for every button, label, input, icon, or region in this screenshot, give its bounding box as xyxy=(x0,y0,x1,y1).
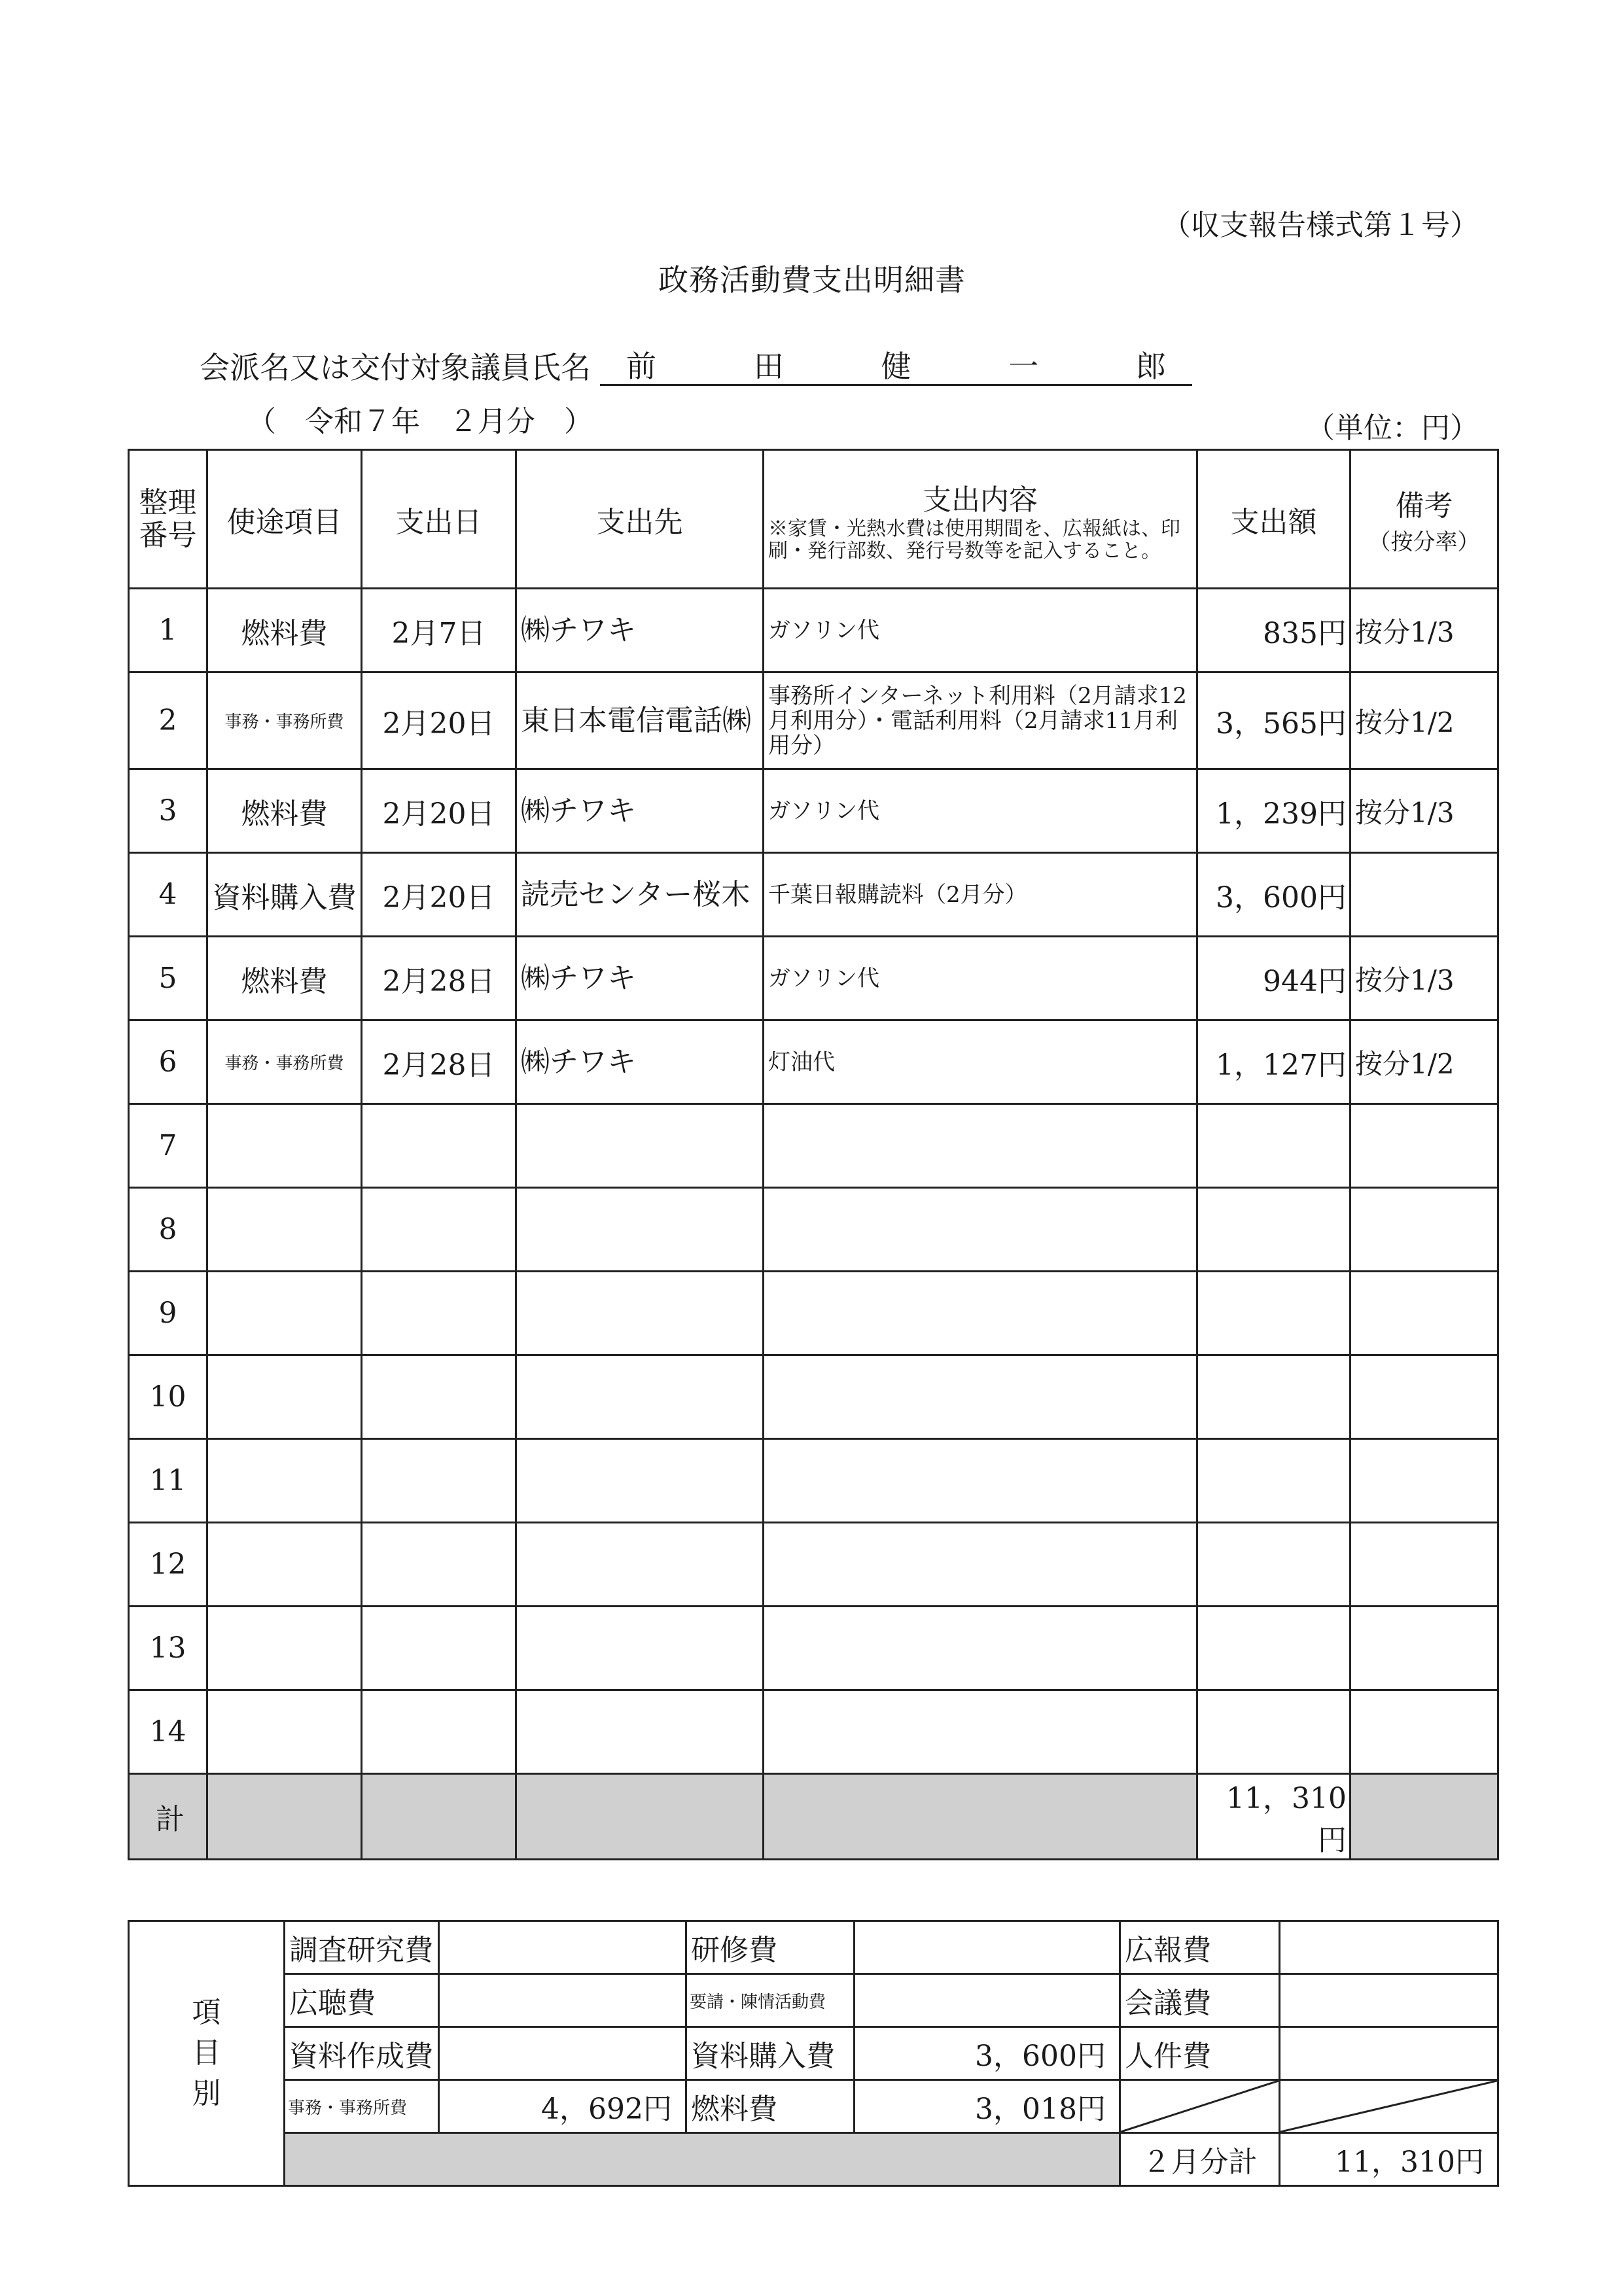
name-char: 一 xyxy=(1008,349,1039,384)
row-payee: ㈱チワキ xyxy=(516,589,764,672)
category-summary-table xyxy=(128,1920,1499,2187)
row-amount xyxy=(1197,1188,1350,1272)
row-use-category: 燃料費 xyxy=(207,769,362,853)
header-note xyxy=(1350,450,1498,589)
row-use-category xyxy=(207,1607,362,1690)
section-char: 目 xyxy=(192,2036,221,2070)
header-amount: 支出額 xyxy=(1197,450,1350,589)
row-detail xyxy=(764,1188,1197,1272)
row-amount xyxy=(1197,1690,1350,1774)
table-row xyxy=(129,1523,1498,1607)
row-amount: 835円 xyxy=(1197,589,1350,672)
row-date xyxy=(362,1272,516,1355)
row-amount: 3，565円 xyxy=(1197,672,1350,769)
row-amount xyxy=(1197,1272,1350,1355)
row-note: 按分1/3 xyxy=(1350,589,1498,672)
row-date xyxy=(362,1690,516,1774)
row-number: 13 xyxy=(129,1607,207,1690)
table-row xyxy=(129,1439,1498,1523)
row-date xyxy=(362,1104,516,1188)
summary-value xyxy=(1280,1921,1498,1974)
row-date xyxy=(362,1188,516,1272)
total-label: 計 xyxy=(129,1774,207,1860)
row-detail xyxy=(764,1272,1197,1355)
name-char: 健 xyxy=(881,349,911,384)
row-amount xyxy=(1197,1607,1350,1690)
row-detail: 事務所インターネット利用料（2月請求12月利用分）・電話利用料（2月請求11月利用分） xyxy=(764,672,1197,769)
row-date: 2月28日 xyxy=(362,937,516,1020)
row-date xyxy=(362,1607,516,1690)
summary-value xyxy=(1280,1974,1498,2027)
row-date xyxy=(362,1523,516,1607)
row-use-category: 資料購入費 xyxy=(207,853,362,937)
summary-crossed-cell xyxy=(1120,2080,1280,2133)
row-use-category xyxy=(207,1439,362,1523)
summary-category: 事務・事務所費 xyxy=(285,2080,439,2133)
table-row xyxy=(129,672,1498,769)
table-row xyxy=(129,589,1498,672)
table-row xyxy=(129,853,1498,937)
shaded-cell xyxy=(1350,1774,1498,1860)
row-payee xyxy=(516,1188,764,1272)
row-number: 1 xyxy=(129,589,207,672)
row-use-category xyxy=(207,1104,362,1188)
row-detail xyxy=(764,1690,1197,1774)
form-number: （収支報告様式第１号） xyxy=(1162,209,1479,242)
row-payee xyxy=(516,1355,764,1439)
row-use-category xyxy=(207,1523,362,1607)
summary-value xyxy=(439,2027,686,2080)
monthly-total-label: ２月分計 xyxy=(1120,2133,1280,2186)
row-amount xyxy=(1197,1104,1350,1188)
summary-category: 資料購入費 xyxy=(686,2027,855,2080)
table-row xyxy=(129,937,1498,1020)
row-number: 12 xyxy=(129,1523,207,1607)
row-note xyxy=(1350,1439,1498,1523)
summary-category: 燃料費 xyxy=(686,2080,855,2133)
summary-category: 研修費 xyxy=(686,1921,855,1974)
summary-category: 会議費 xyxy=(1120,1974,1280,2027)
member-name-field xyxy=(600,343,1192,386)
total-row xyxy=(129,1774,1498,1860)
row-payee xyxy=(516,1439,764,1523)
total-amount: 11，310円 xyxy=(1197,1774,1350,1860)
table-row xyxy=(129,1607,1498,1690)
row-use-category xyxy=(207,1355,362,1439)
header-date: 支出日 xyxy=(362,450,516,589)
row-number: 14 xyxy=(129,1690,207,1774)
shaded-cell xyxy=(362,1774,516,1860)
expense-detail-table xyxy=(128,449,1499,1860)
header-detail-title: 支出内容 xyxy=(923,483,1038,517)
row-payee: 読売センター桜木 xyxy=(516,853,764,937)
row-note xyxy=(1350,1104,1498,1188)
table-row xyxy=(129,1188,1498,1272)
header-no: 整理番号 xyxy=(129,450,207,589)
diagonal-line xyxy=(1280,2081,1497,2132)
row-payee xyxy=(516,1272,764,1355)
row-payee: ㈱チワキ xyxy=(516,1020,764,1104)
table-row xyxy=(129,1272,1498,1355)
table-row xyxy=(129,1355,1498,1439)
period-label: （ 令和７年 ２月分 ） xyxy=(247,405,593,438)
row-use-category xyxy=(207,1690,362,1774)
row-amount: 1，239円 xyxy=(1197,769,1350,853)
document-title: 政務活動費支出明細書 xyxy=(658,262,966,298)
row-use-category xyxy=(207,1188,362,1272)
name-char: 郎 xyxy=(1136,349,1166,384)
summary-section-label xyxy=(129,1921,285,2186)
row-detail: ガソリン代 xyxy=(764,589,1197,672)
row-payee xyxy=(516,1523,764,1607)
row-use-category: 燃料費 xyxy=(207,937,362,1020)
summary-crossed-cell xyxy=(1280,2080,1498,2133)
row-amount xyxy=(1197,1523,1350,1607)
section-char: 別 xyxy=(192,2077,221,2110)
diagonal-line xyxy=(1121,2081,1279,2132)
row-note xyxy=(1350,1188,1498,1272)
summary-value: 4，692円 xyxy=(439,2080,686,2133)
summary-category: 広報費 xyxy=(1120,1921,1280,1974)
row-note: 按分1/2 xyxy=(1350,672,1498,769)
summary-category: 広聴費 xyxy=(285,1974,439,2027)
row-amount: 944円 xyxy=(1197,937,1350,1020)
header-use: 使途項目 xyxy=(207,450,362,589)
summary-value xyxy=(439,1974,686,2027)
summary-value xyxy=(439,1921,686,1974)
header-note-title: 備考 xyxy=(1395,489,1453,523)
table-row xyxy=(129,1690,1498,1774)
table-row xyxy=(129,1020,1498,1104)
section-char: 項 xyxy=(192,1996,221,2029)
row-number: 3 xyxy=(129,769,207,853)
row-note xyxy=(1350,1523,1498,1607)
summary-value xyxy=(1280,2027,1498,2080)
row-number: 6 xyxy=(129,1020,207,1104)
row-number: 10 xyxy=(129,1355,207,1439)
table-row xyxy=(129,1104,1498,1188)
row-number: 11 xyxy=(129,1439,207,1523)
name-char: 田 xyxy=(753,349,784,384)
row-number: 8 xyxy=(129,1188,207,1272)
row-detail xyxy=(764,1355,1197,1439)
row-number: 7 xyxy=(129,1104,207,1188)
shaded-cell xyxy=(207,1774,362,1860)
row-use-category: 事務・事務所費 xyxy=(207,672,362,769)
header-note-sub: （按分率） xyxy=(1368,529,1480,555)
row-detail xyxy=(764,1607,1197,1690)
row-date: 2月20日 xyxy=(362,853,516,937)
row-date: 2月28日 xyxy=(362,1020,516,1104)
row-note xyxy=(1350,1355,1498,1439)
row-detail: 灯油代 xyxy=(764,1020,1197,1104)
summary-value xyxy=(855,1974,1120,2027)
shaded-cell xyxy=(516,1774,764,1860)
row-detail: ガソリン代 xyxy=(764,937,1197,1020)
row-detail xyxy=(764,1523,1197,1607)
row-number: 5 xyxy=(129,937,207,1020)
summary-category: 人件費 xyxy=(1120,2027,1280,2080)
header-detail xyxy=(764,450,1197,589)
row-detail: 千葉日報購読料（2月分） xyxy=(764,853,1197,937)
row-date xyxy=(362,1439,516,1523)
name-char: 前 xyxy=(626,349,656,384)
row-payee xyxy=(516,1607,764,1690)
row-note xyxy=(1350,853,1498,937)
row-number: 9 xyxy=(129,1272,207,1355)
summary-shaded-cell xyxy=(285,2133,1120,2186)
row-amount: 1，127円 xyxy=(1197,1020,1350,1104)
row-note: 按分1/2 xyxy=(1350,1020,1498,1104)
table-row xyxy=(129,769,1498,853)
summary-value: 3，600円 xyxy=(855,2027,1120,2080)
row-note: 按分1/3 xyxy=(1350,937,1498,1020)
row-payee: ㈱チワキ xyxy=(516,937,764,1020)
row-note: 按分1/3 xyxy=(1350,769,1498,853)
row-detail: ガソリン代 xyxy=(764,769,1197,853)
row-payee: ㈱チワキ xyxy=(516,769,764,853)
monthly-total-value: 11，310円 xyxy=(1280,2133,1498,2186)
row-use-category xyxy=(207,1272,362,1355)
row-payee xyxy=(516,1690,764,1774)
row-amount xyxy=(1197,1439,1350,1523)
row-payee xyxy=(516,1104,764,1188)
shaded-cell xyxy=(764,1774,1197,1860)
unit-label: （単位：円） xyxy=(1306,411,1479,445)
row-note xyxy=(1350,1607,1498,1690)
summary-category: 資料作成費 xyxy=(285,2027,439,2080)
name-label: 会派名又は交付対象議員氏名 xyxy=(200,350,591,385)
header-row xyxy=(129,450,1498,589)
row-date xyxy=(362,1355,516,1439)
summary-category: 要請・陳情活動費 xyxy=(686,1974,855,2027)
row-use-category: 事務・事務所費 xyxy=(207,1020,362,1104)
row-date: 2月7日 xyxy=(362,589,516,672)
row-note xyxy=(1350,1272,1498,1355)
row-payee: 東日本電信電話㈱ xyxy=(516,672,764,769)
row-use-category: 燃料費 xyxy=(207,589,362,672)
summary-value: 3，018円 xyxy=(855,2080,1120,2133)
header-detail-note: ※家賃・光熱水費は使用期間を、広報紙は、印刷・発行部数、発行号数等を記入すること。 xyxy=(768,517,1180,563)
row-date: 2月20日 xyxy=(362,672,516,769)
row-amount xyxy=(1197,1355,1350,1439)
row-amount: 3，600円 xyxy=(1197,853,1350,937)
header-payee: 支出先 xyxy=(516,450,764,589)
summary-category: 調査研究費 xyxy=(285,1921,439,1974)
row-note xyxy=(1350,1690,1498,1774)
summary-value xyxy=(855,1921,1120,1974)
row-date: 2月20日 xyxy=(362,769,516,853)
row-detail xyxy=(764,1104,1197,1188)
row-number: 4 xyxy=(129,853,207,937)
row-number: 2 xyxy=(129,672,207,769)
row-detail xyxy=(764,1439,1197,1523)
